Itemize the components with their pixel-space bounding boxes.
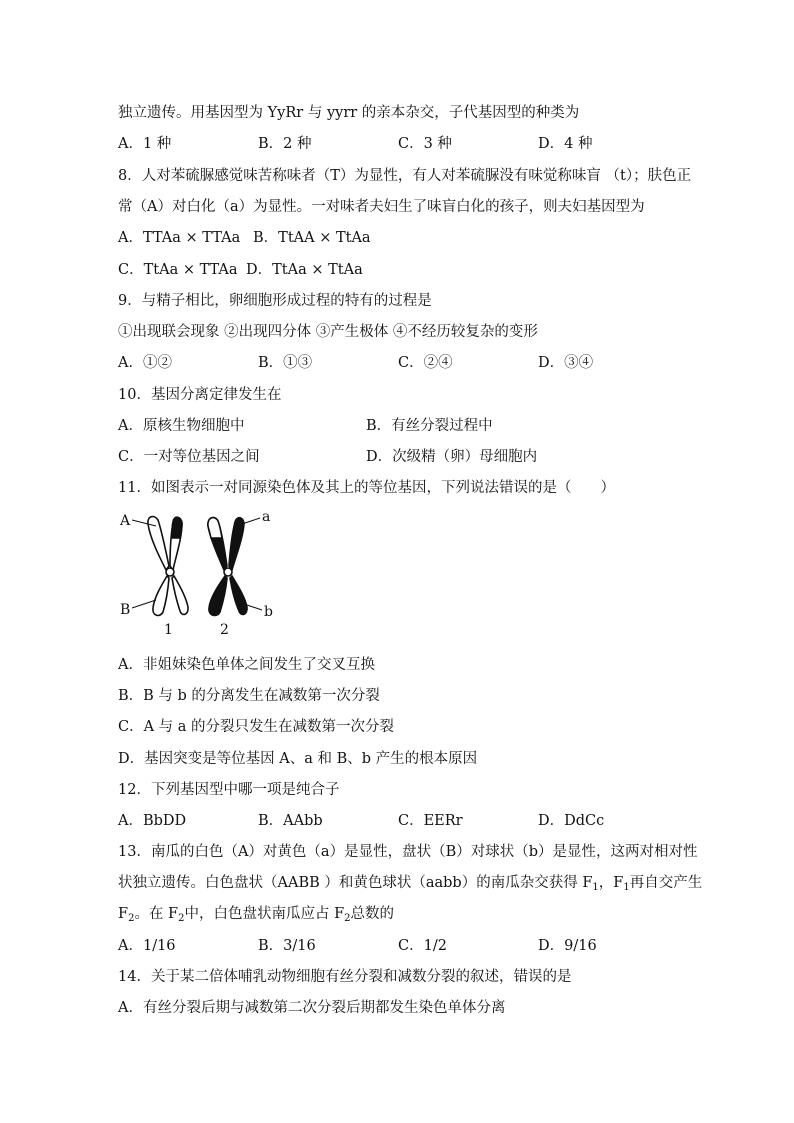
subscript-2b: 2 xyxy=(178,913,185,924)
q13-stem-line1: 13．南瓜的白色（A）对黄色（a）是显性，盘状（B）对球状（b）是显性，这两对相对性 xyxy=(118,844,698,860)
q10-option-d[interactable]: D．次级精（卵）母细胞内 xyxy=(366,449,538,465)
q9-stem: 9．与精子相比，卵细胞形成过程的特有的过程是 xyxy=(118,293,432,309)
subscript-1: 1 xyxy=(592,882,599,893)
subscript-2c: 2 xyxy=(344,913,351,924)
q11-stem: 11．如图表示一对同源染色体及其上的等位基因，下列说法错误的是（ ） xyxy=(118,480,615,496)
gene-label-a: a xyxy=(262,509,271,525)
chromosome-number-2: 2 xyxy=(220,622,229,638)
q13-stem-line2 xyxy=(118,873,702,898)
q10-option-a[interactable]: A．原核生物细胞中 xyxy=(118,418,245,434)
subscript-1b: 1 xyxy=(623,882,630,893)
q11-option-a[interactable]: A．非姐妹染色单体之间发生了交叉互换 xyxy=(118,657,375,673)
q7-option-b[interactable]: B．2 种 xyxy=(258,136,312,152)
q10-stem: 10．基因分离定律发生在 xyxy=(118,387,282,403)
q14-option-a[interactable]: A．有丝分裂后期与减数第二次分裂后期都发生染色单体分离 xyxy=(118,1000,506,1016)
subscript-2: 2 xyxy=(128,913,135,924)
q7-option-c[interactable]: C．3 种 xyxy=(398,136,452,152)
q12-option-d[interactable]: D．DdCc xyxy=(538,813,605,829)
q7-stem-continued: 独立遗传。用基因型为 YyRr 与 yyrr 的亲本杂交，子代基因型的种类为 xyxy=(118,105,580,121)
gene-label-B: B xyxy=(120,602,131,618)
q11-option-b[interactable]: B．B 与 b 的分离发生在减数第一次分裂 xyxy=(118,688,380,704)
q13-stem-line2-text-c: 再自交产生 xyxy=(629,875,703,891)
q12-stem: 12．下列基因型中哪一项是纯合子 xyxy=(118,782,340,798)
q11-option-d[interactable]: D．基因突变是等位基因 A、a 和 B、b 产生的根本原因 xyxy=(118,751,478,767)
q8-option-d[interactable]: D．TtAa × TtAa xyxy=(246,262,363,278)
q11-option-c[interactable]: C．A 与 a 的分裂只发生在减数第一次分裂 xyxy=(118,719,395,735)
q8-option-a[interactable]: A．TTAa × TTAa xyxy=(118,230,241,246)
q13-option-c[interactable]: C．1/2 xyxy=(398,938,447,954)
q10-option-b[interactable]: B．有丝分裂过程中 xyxy=(366,418,493,434)
centromere-2 xyxy=(224,568,232,576)
chromosome-2 xyxy=(208,518,247,616)
q13-stem-line2-text: 状独立遗传。白色盘状（AABB ）和黄色球状（aabb）的南瓜杂交获得 F xyxy=(118,875,593,891)
homologous-chromosomes-figure xyxy=(118,508,288,640)
q10-option-c[interactable]: C．一对等位基因之间 xyxy=(118,449,260,465)
chromosome-2-right-lower xyxy=(230,576,247,614)
q9-option-b[interactable]: B．①③ xyxy=(258,355,313,371)
q14-stem: 14．关于某二倍体哺乳动物细胞有丝分裂和减数分裂的叙述，错误的是 xyxy=(118,969,572,985)
gene-label-b: b xyxy=(264,604,273,620)
q13-option-b[interactable]: B．3/16 xyxy=(258,938,316,954)
chromosome-1-right-lower xyxy=(172,576,188,614)
chromosome-2-left-lower xyxy=(209,576,227,615)
q12-option-b[interactable]: B．AAbb xyxy=(258,813,323,829)
chromosome-2-white-tip xyxy=(208,518,222,538)
q8-stem-line1: 8．人对苯硫脲感觉味苦称味者（T）为显性，有人对苯硫脲没有味觉称味盲 （t）；肤色正 xyxy=(118,168,692,184)
chromosome-1-black-tip xyxy=(172,517,182,538)
q7-option-a[interactable]: A．1 种 xyxy=(118,136,172,152)
q13-stem-line3-text-c: 中，白色盘状南瓜应占 F xyxy=(184,906,345,922)
q13-stem-line2-text-b: ，F xyxy=(598,875,624,891)
q13-stem-line3 xyxy=(118,904,394,929)
chromosome-1-left-lower xyxy=(153,576,169,615)
q13-stem-line3-text-d: 总数的 xyxy=(350,906,395,922)
gene-label-A: A xyxy=(120,513,131,529)
q9-option-a[interactable]: A．①② xyxy=(118,355,172,371)
q13-stem-line3-text-b: 。在 F xyxy=(134,906,179,922)
q7-option-d[interactable]: D．4 种 xyxy=(538,136,593,152)
leader-line-a xyxy=(242,518,260,524)
centromere-1 xyxy=(166,568,174,576)
q12-option-c[interactable]: C．EERr xyxy=(398,813,463,829)
q9-option-c[interactable]: C．②④ xyxy=(398,355,453,371)
q13-option-d[interactable]: D．9/16 xyxy=(538,938,597,954)
q13-option-a[interactable]: A．1/16 xyxy=(118,938,176,954)
q12-option-a[interactable]: A．BbDD xyxy=(118,813,187,829)
q13-stem-line3-text-a: F xyxy=(118,906,129,922)
chromosome-2-right-upper xyxy=(229,518,244,570)
q8-option-b[interactable]: B．TtAA × TtAa xyxy=(253,230,371,246)
q8-option-c[interactable]: C．TtAa × TTAa xyxy=(118,262,238,278)
chromosome-number-1: 1 xyxy=(164,622,173,638)
q9-items: ①出现联会现象 ②出现四分体 ③产生极体 ④不经历较复杂的变形 xyxy=(118,324,538,340)
q9-option-d[interactable]: D．③④ xyxy=(538,355,594,371)
q8-stem-line2: 常（A）对白化（a）为显性。一对味者夫妇生了味盲白化的孩子，则夫妇基因型为 xyxy=(118,199,645,215)
